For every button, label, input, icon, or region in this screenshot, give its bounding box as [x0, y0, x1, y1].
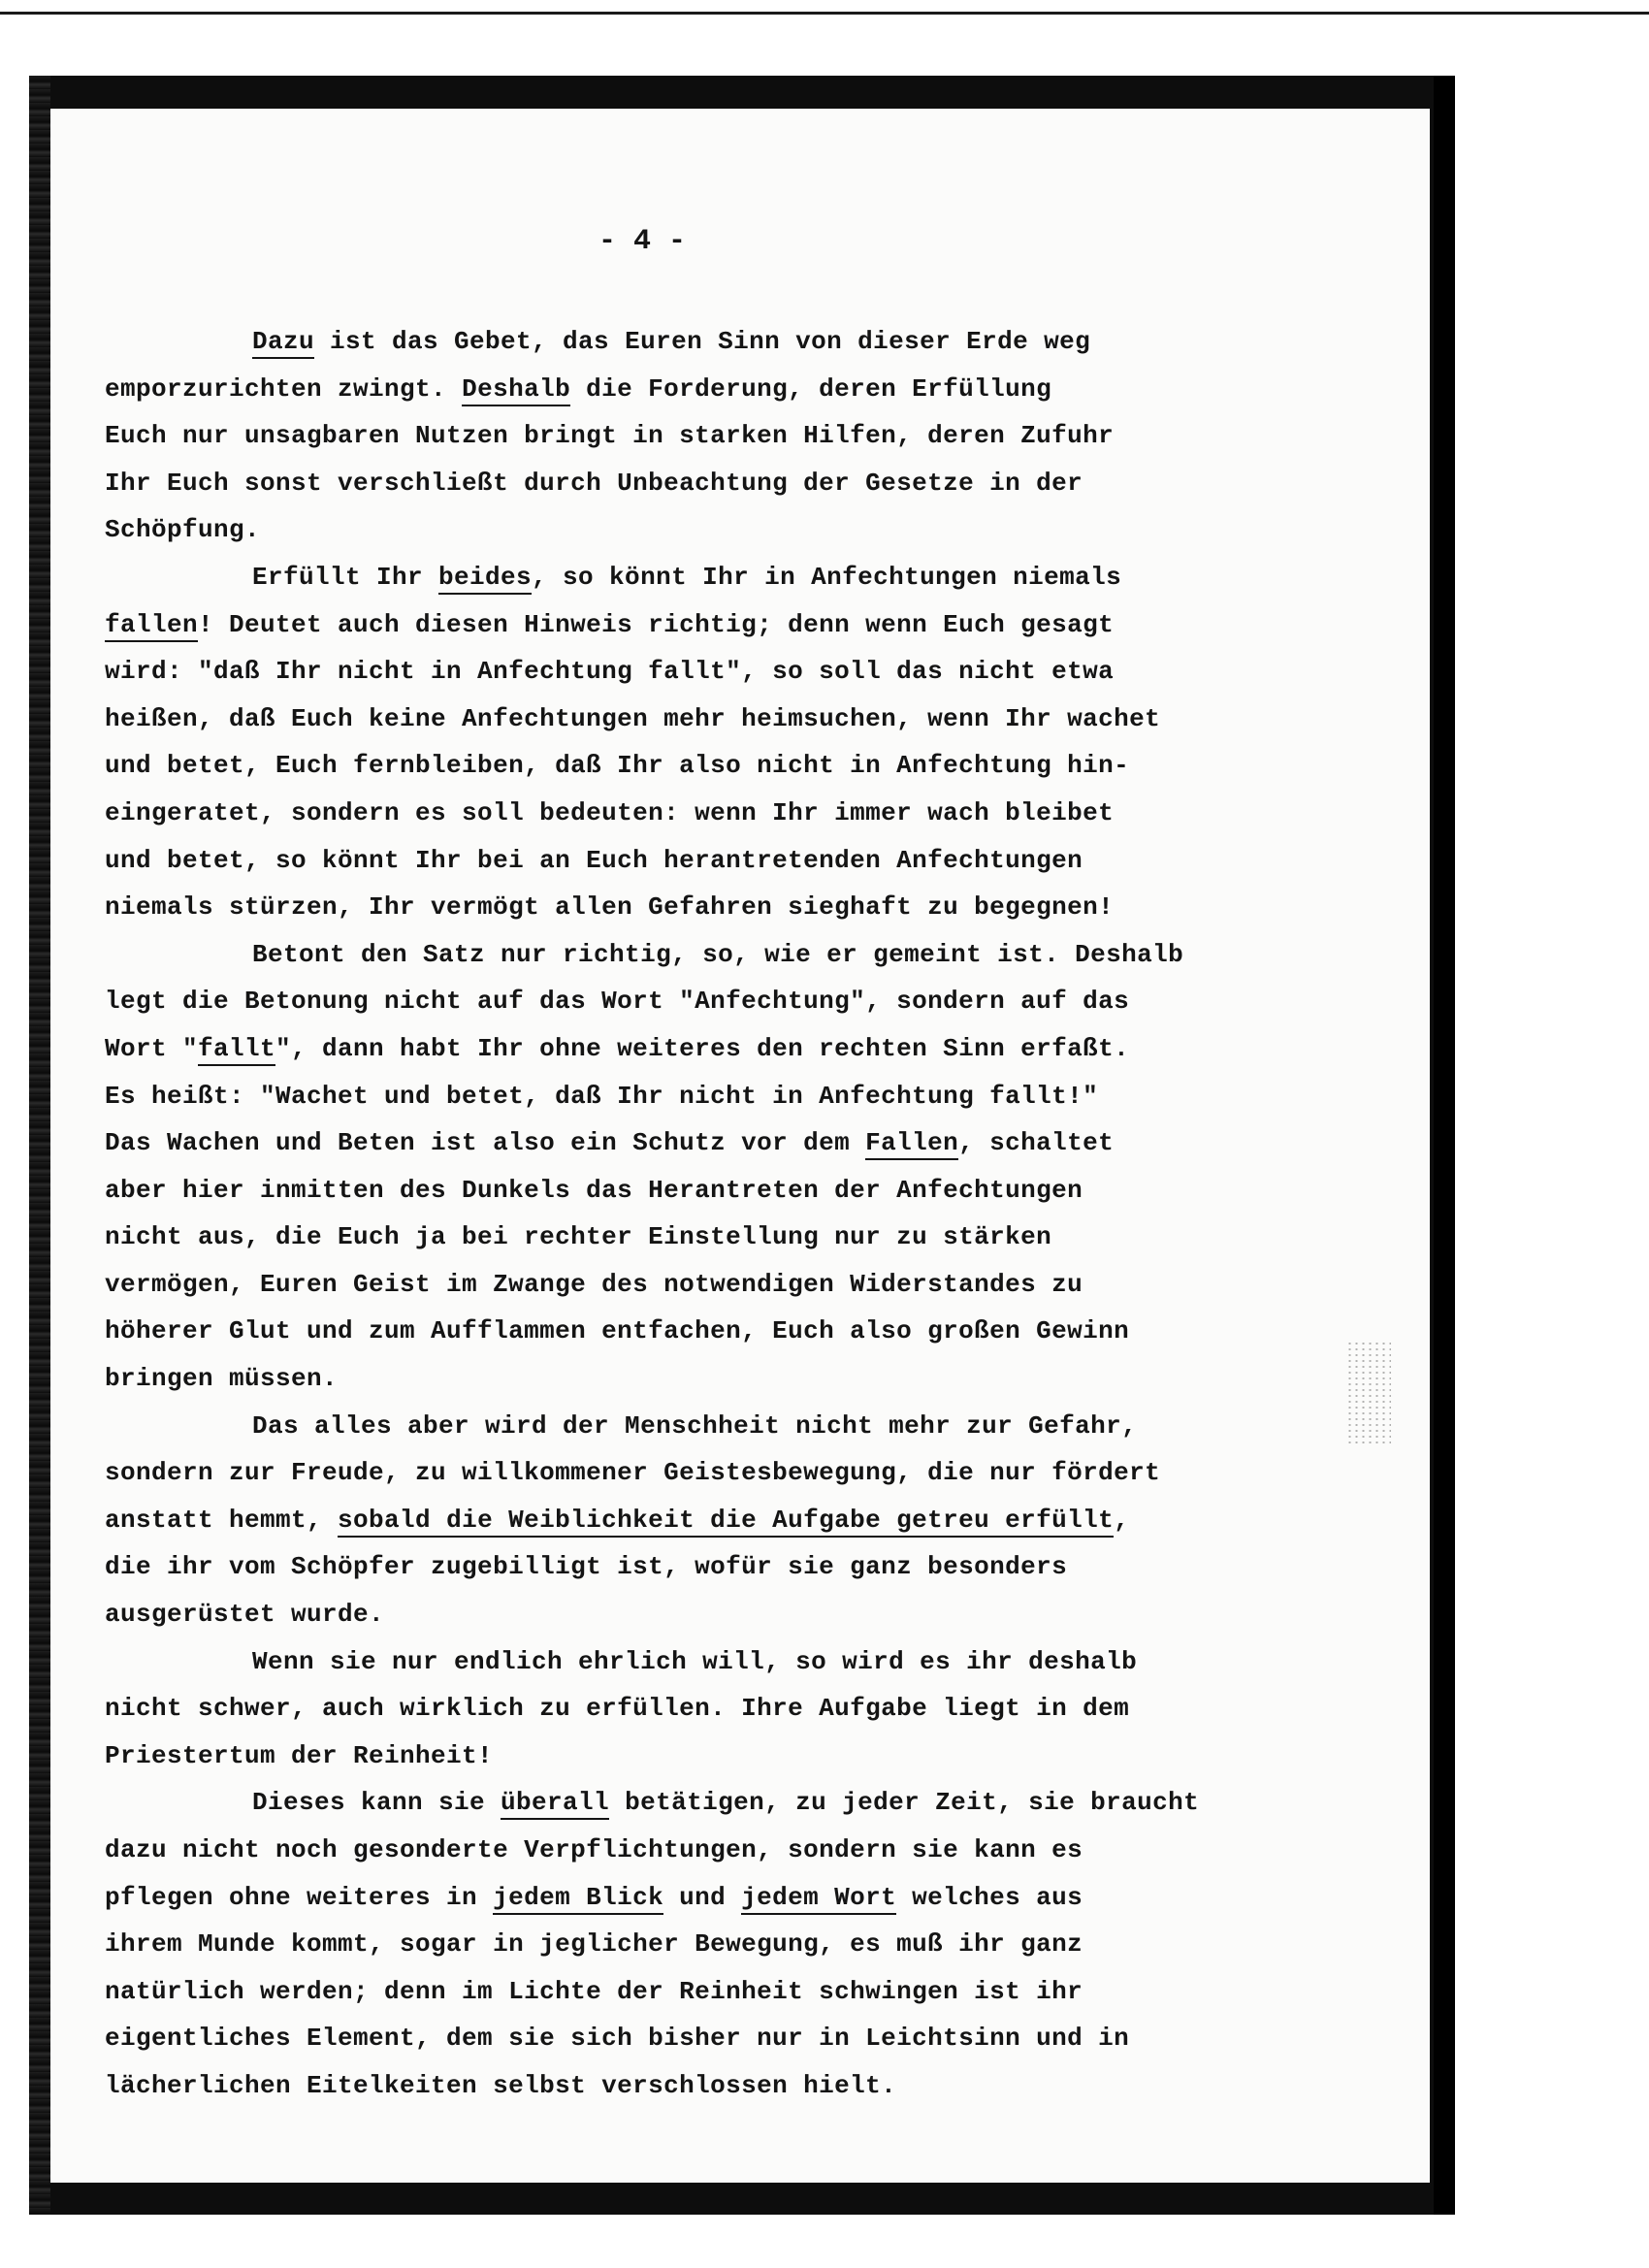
underlined-text: fallen: [105, 610, 198, 642]
underlined-text: Deshalb: [462, 374, 570, 406]
text-run: sondern zur Freude, zu willkommener Geistesbewegung, die nur fördert: [105, 1458, 1161, 1488]
underlined-text: Fallen: [865, 1128, 958, 1160]
text-run: Das Wachen und Beten ist also ein Schutz vor dem: [105, 1128, 866, 1158]
text-run: pflegen ohne weiteres in: [105, 1882, 494, 1912]
text-run: wird: "daß Ihr nicht in Anfechtung fallt", so soll das nicht etwa: [105, 657, 1115, 687]
text-line: [105, 1167, 1424, 1215]
text-run: und betet, so könnt Ihr bei an Euch herantretenden Anfechtungen: [105, 845, 1083, 875]
text-line: [105, 460, 1424, 507]
text-line: [105, 1543, 1424, 1591]
text-line: [105, 1591, 1424, 1638]
text-run: lächerlichen Eitelkeiten selbst verschlossen hielt.: [105, 2070, 897, 2100]
text-line: [105, 366, 1424, 413]
text-line: [105, 1073, 1424, 1120]
text-line: [105, 1827, 1424, 1874]
text-run: ", dann habt Ihr ohne weiteres den rechten Sinn erfaßt.: [275, 1033, 1130, 1063]
text-line: [105, 1921, 1424, 1968]
text-line: [105, 2062, 1424, 2110]
scan-speckles: [1346, 1341, 1391, 1447]
text-run: Das alles aber wird der Menschheit nicht mehr zur Gefahr,: [252, 1410, 1138, 1441]
text-run: höherer Glut und zum Aufflammen entfachen, Euch also großen Gewinn: [105, 1316, 1130, 1346]
text-line: [105, 1261, 1424, 1309]
text-run: und betet, Euch fernbleiben, daß Ihr also nicht in Anfechtung hin-: [105, 751, 1130, 781]
scan-left-edge-noise: [29, 76, 50, 2215]
text-run: Schöpfung.: [105, 515, 261, 545]
underlined-text: jedem Wort: [741, 1883, 896, 1915]
text-line: [105, 506, 1424, 554]
text-line: [105, 790, 1424, 837]
text-run: und: [663, 1882, 742, 1912]
text-run: Erfüllt Ihr: [252, 562, 439, 592]
underlined-text: beides: [438, 563, 532, 595]
text-run: die ihr vom Schöpfer zugebilligt ist, wofür sie ganz besonders: [105, 1552, 1068, 1582]
text-line: [105, 742, 1424, 790]
text-line: [105, 1403, 1424, 1450]
text-line: [105, 412, 1424, 460]
text-run: eingeratet, sondern es soll bedeuten: wenn Ihr immer wach bleibet: [105, 797, 1115, 827]
text-line: [105, 978, 1424, 1025]
text-run: , so könnt Ihr in Anfechtungen niemals: [532, 562, 1122, 592]
text-line: [105, 648, 1424, 696]
text-line: [105, 884, 1424, 931]
text-run: nicht schwer, auch wirklich zu erfüllen. Ihre Aufgabe liegt in dem: [105, 1694, 1130, 1724]
text-line: [105, 1874, 1424, 1922]
text-line: [105, 1733, 1424, 1780]
text-run: Ihr Euch sonst verschließt durch Unbeachtung der Gesetze in der: [105, 468, 1083, 498]
text-line: [105, 1638, 1424, 1686]
text-run: ,: [1114, 1505, 1130, 1535]
text-line: [105, 1308, 1424, 1355]
text-line: [105, 318, 1424, 366]
underlined-text: jedem Blick: [493, 1883, 663, 1915]
text-run: Wenn sie nur endlich ehrlich will, so wird es ihr deshalb: [252, 1646, 1138, 1676]
typewritten-page: [50, 109, 1430, 2183]
text-run: legt die Betonung nicht auf das Wort "Anfechtung", sondern auf das: [105, 987, 1130, 1017]
scan-right-shadow: [1434, 76, 1455, 2215]
text-line: [105, 837, 1424, 885]
text-line: [105, 1685, 1424, 1733]
text-run: bringen müssen.: [105, 1364, 339, 1394]
underlined-text: Dazu: [252, 327, 314, 359]
text-line: [105, 696, 1424, 743]
text-run: natürlich werden; denn im Lichte der Reinheit schwingen ist ihr: [105, 1976, 1083, 2006]
text-run: Wort ": [105, 1033, 199, 1063]
text-run: anstatt hemmt,: [105, 1505, 339, 1535]
text-run: betätigen, zu jeder Zeit, sie braucht: [609, 1788, 1200, 1818]
text-line: [105, 601, 1424, 649]
text-line: [105, 1449, 1424, 1497]
text-line: [105, 1214, 1424, 1261]
text-run: Priestertum der Reinheit!: [105, 1740, 494, 1770]
text-run: ! Deutet auch diesen Hinweis richtig; denn wenn Euch gesagt: [198, 609, 1115, 639]
text-run: nicht aus, die Euch ja bei rechter Einstellung nur zu stärken: [105, 1222, 1052, 1252]
text-line: [105, 554, 1424, 601]
underlined-text: überall: [501, 1788, 609, 1820]
scan-top-edge: [0, 12, 1649, 15]
text-run: , schaltet: [958, 1128, 1115, 1158]
text-run: Dieses kann sie: [252, 1788, 501, 1818]
underlined-text: fallt: [198, 1034, 275, 1066]
text-line: [105, 1355, 1424, 1403]
text-run: heißen, daß Euch keine Anfechtungen mehr heimsuchen, wenn Ihr wachet: [105, 703, 1161, 733]
text-run: Es heißt: "Wachet und betet, daß Ihr nicht in Anfechtung fallt!": [105, 1081, 1099, 1111]
text-line: [105, 1779, 1424, 1827]
text-run: ist das Gebet, das Euren Sinn von dieser Erde weg: [314, 327, 1091, 356]
text-line: [105, 2015, 1424, 2062]
page-number: - 4 -: [598, 225, 686, 258]
text-line: [105, 1497, 1424, 1544]
text-line: [105, 1968, 1424, 2016]
text-run: eigentliches Element, dem sie sich bisher nur in Leichtsinn und in: [105, 2024, 1130, 2054]
underlined-text: sobald die Weiblichkeit die Aufgabe getreu erfüllt: [338, 1506, 1114, 1538]
text-run: aber hier inmitten des Dunkels das Herantreten der Anfechtungen: [105, 1175, 1083, 1205]
text-line: [105, 931, 1424, 979]
text-run: welches aus: [896, 1882, 1083, 1912]
text-run: niemals stürzen, Ihr vermögt allen Gefahren sieghaft zu begegnen!: [105, 892, 1115, 923]
text-run: ausgerüstet wurde.: [105, 1600, 385, 1630]
text-line: [105, 1025, 1424, 1073]
text-run: ihrem Munde kommt, sogar in jeglicher Bewegung, es muß ihr ganz: [105, 1929, 1083, 1960]
text-run: dazu nicht noch gesonderte Verpflichtungen, sondern sie kann es: [105, 1835, 1083, 1864]
text-line: [105, 1119, 1424, 1167]
text-run: emporzurichten zwingt.: [105, 373, 463, 404]
body-text: [105, 318, 1424, 2110]
text-run: die Forderung, deren Erfüllung: [570, 373, 1052, 404]
text-run: vermögen, Euren Geist im Zwange des notwendigen Widerstandes zu: [105, 1269, 1083, 1299]
text-run: Betont den Satz nur richtig, so, wie er gemeint ist. Deshalb: [252, 939, 1184, 969]
text-run: Euch nur unsagbaren Nutzen bringt in starken Hilfen, deren Zufuhr: [105, 421, 1115, 451]
